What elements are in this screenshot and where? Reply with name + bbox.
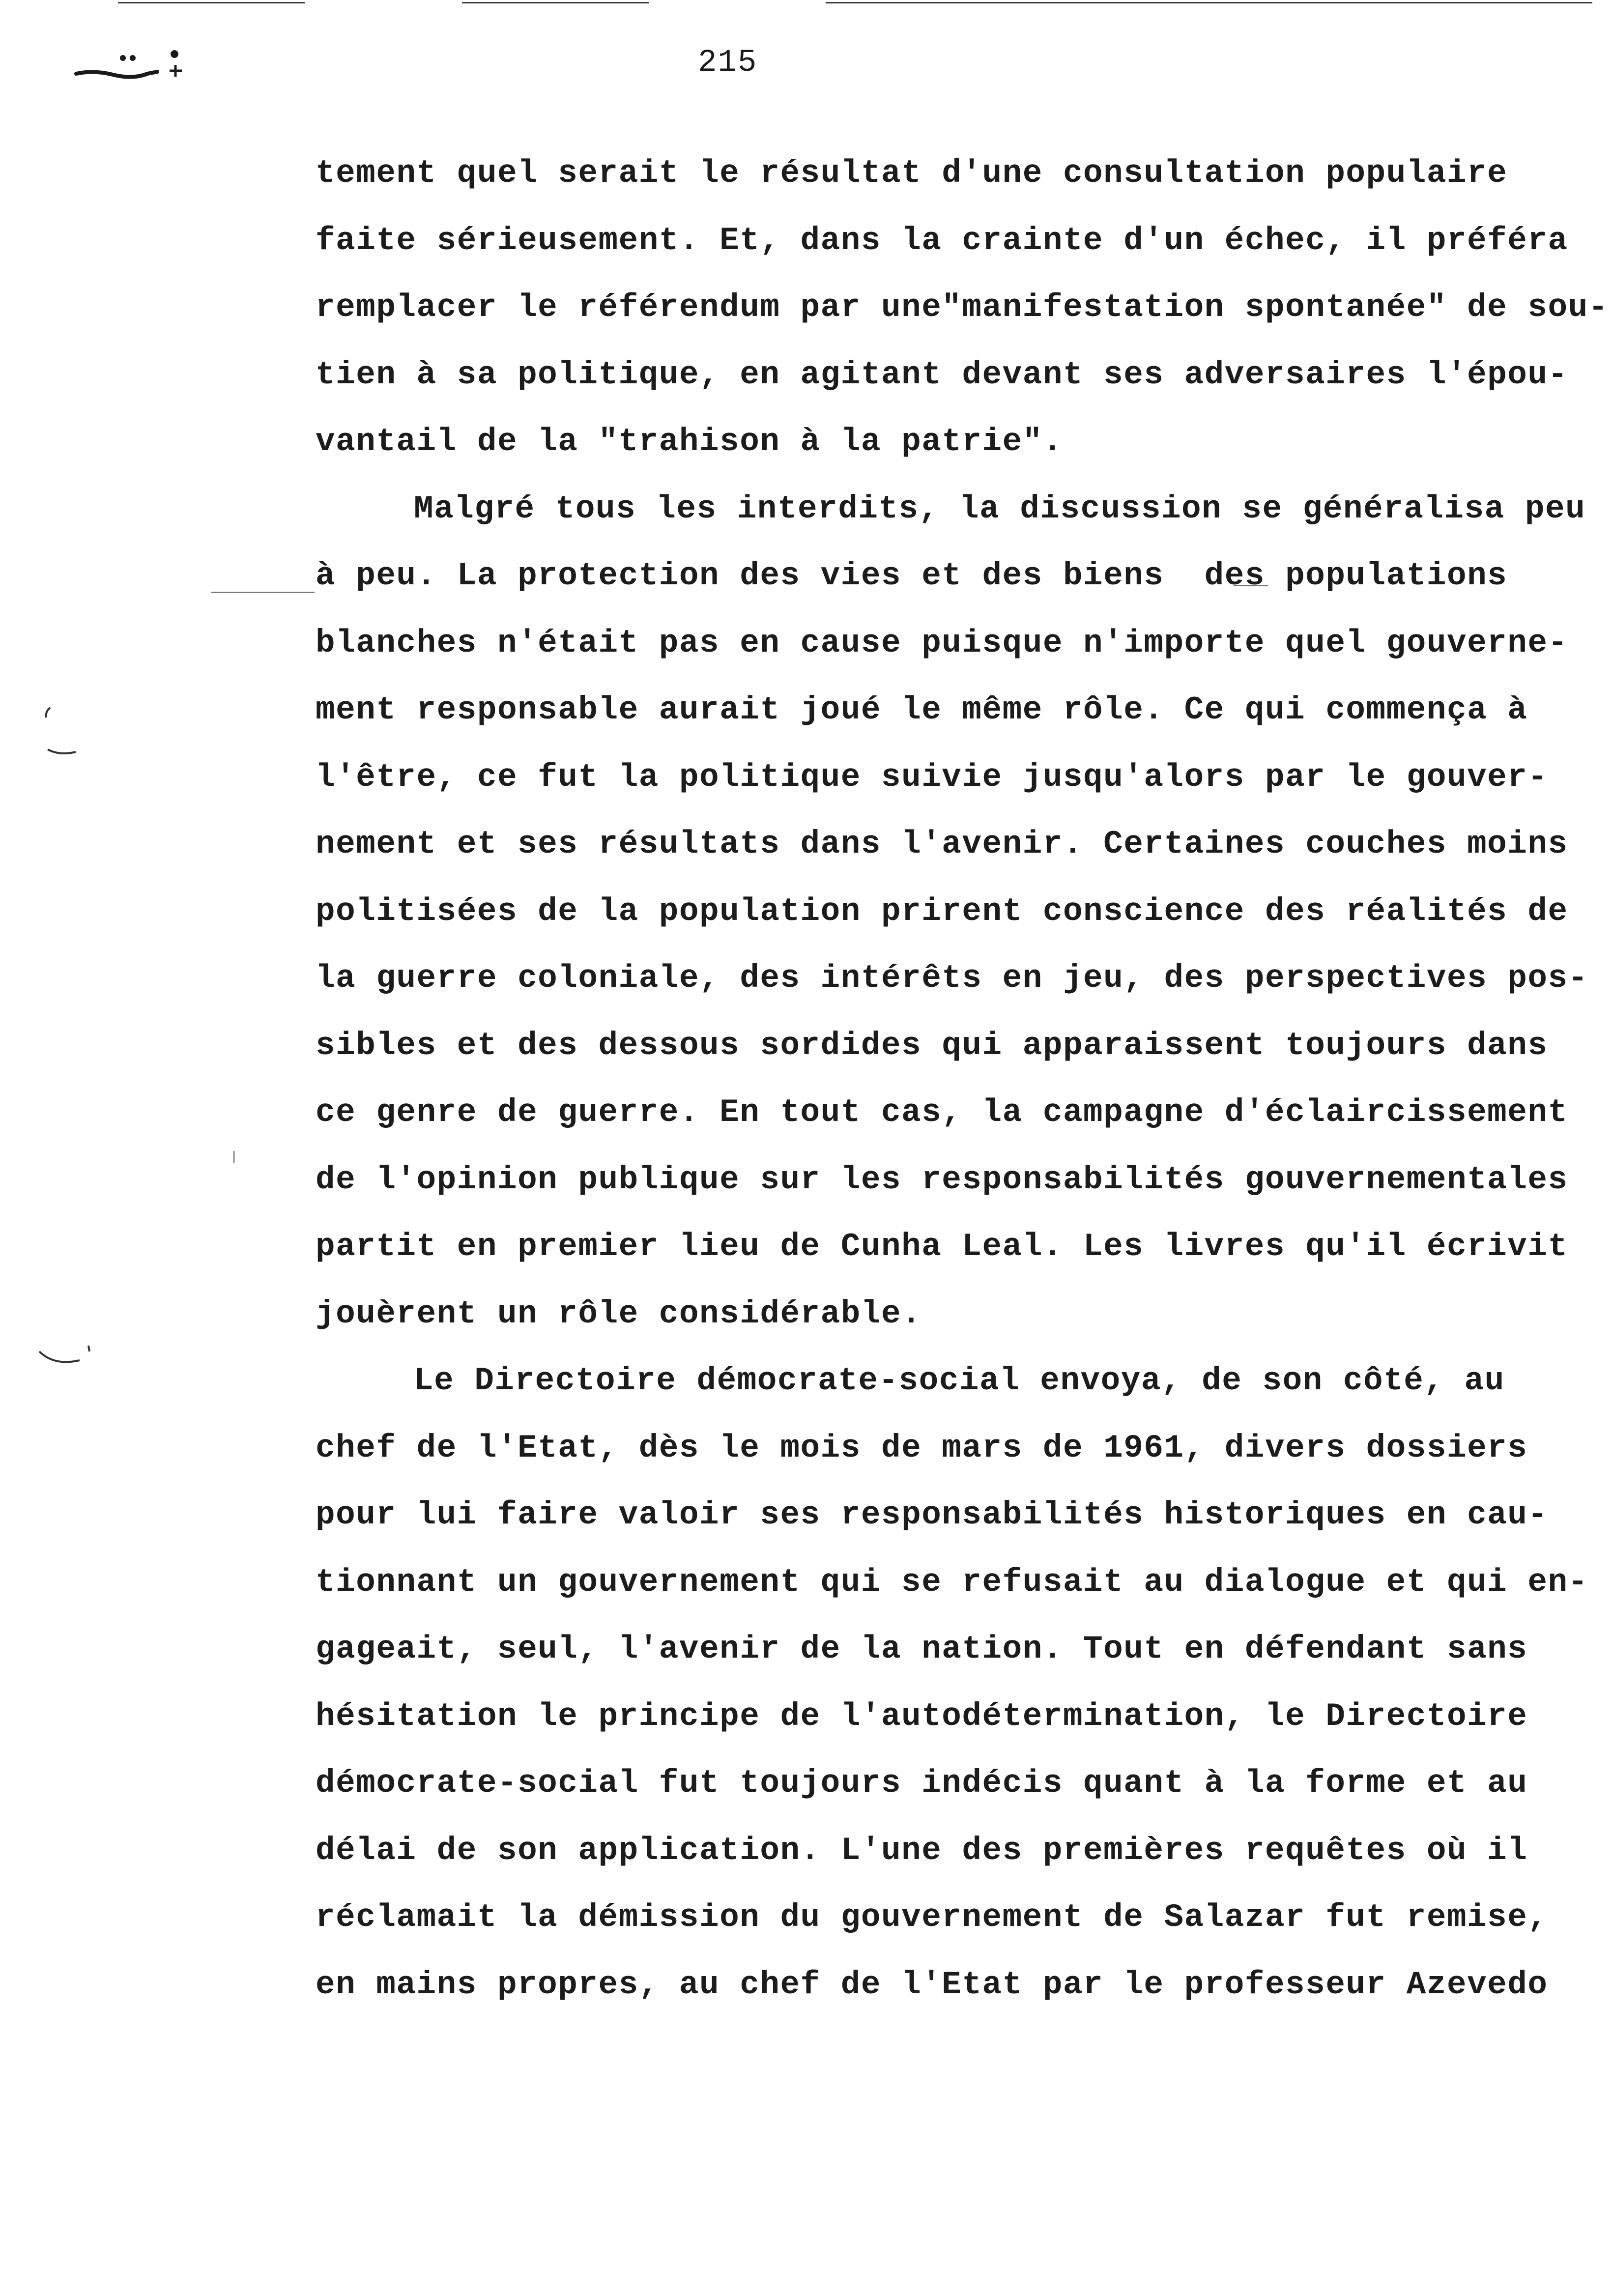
margin-bracket-mark — [40, 703, 80, 762]
top-edge-rule — [462, 2, 649, 3]
margin-bracket-mark — [34, 1337, 93, 1376]
margin-dash-mark — [211, 592, 315, 593]
corner-ink-mark — [74, 49, 187, 84]
text-line: l'être, ce fut la politique suivie jusqu'alors par le gouver- — [316, 758, 1548, 796]
top-edge-rule — [826, 2, 1592, 3]
text-line: tionnant un gouvernement qui se refusait au dialogue et qui en- — [316, 1563, 1588, 1601]
text-line: blanches n'était pas en cause puisque n'importe quel gouverne- — [316, 624, 1568, 661]
text-line: ment responsable aurait joué le même rôle. Ce qui commença à — [316, 691, 1528, 728]
paragraph-start-line: Le Directoire démocrate-social envoya, de son côté, au — [414, 1362, 1505, 1399]
text-line: sibles et des dessous sordides qui apparaissent toujours dans — [316, 1027, 1548, 1064]
text-line: chef de l'Etat, dès le mois de mars de 1961, divers dossiers — [316, 1429, 1528, 1466]
text-line: hésitation le principe de l'autodétermination, le Directoire — [316, 1697, 1528, 1735]
top-edge-rule — [118, 2, 305, 3]
margin-tick-mark — [231, 1150, 237, 1165]
text-line: tement quel serait le résultat d'une consultation populaire — [316, 155, 1508, 192]
text-line: délai de son application. L'une des premières requêtes où il — [316, 1832, 1528, 1869]
text-line: démocrate-social fut toujours indécis quant à la forme et au — [316, 1765, 1528, 1802]
text-line: pour lui faire valoir ses responsabilités historiques en cau- — [316, 1496, 1548, 1533]
text-line: réclamait la démission du gouvernement de Salazar fut remise, — [316, 1899, 1548, 1936]
text-line: tien à sa politique, en agitant devant ses adversaires l'épou- — [316, 356, 1568, 393]
page-number: 215 — [698, 45, 758, 81]
text-line: en mains propres, au chef de l'Etat par le professeur Azevedo — [316, 1966, 1548, 2003]
text-line: la guerre coloniale, des intérêts en jeu, des perspectives pos- — [316, 960, 1588, 997]
text-line: de l'opinion publique sur les responsabilités gouvernementales — [316, 1161, 1568, 1198]
text-line: faite sérieusement. Et, dans la crainte d'un échec, il préféra — [316, 222, 1568, 259]
text-line: à peu. La protection des vies et des biens des populations — [316, 557, 1508, 594]
paragraph-start-line: Malgré tous les interdits, la discussion se généralisa peu — [414, 490, 1586, 527]
text-line: jouèrent un rôle considérable. — [316, 1295, 922, 1332]
text-line: partit en premier lieu de Cunha Leal. Les livres qu'il écrivit — [316, 1228, 1568, 1265]
text-line: ce genre de guerre. En tout cas, la campagne d'éclaircissement — [316, 1094, 1568, 1131]
text-line: vantail de la "trahison à la patrie". — [316, 423, 1063, 460]
text-line: gageait, seul, l'avenir de la nation. Tout en défendant sans — [316, 1631, 1528, 1667]
text-line: nement et ses résultats dans l'avenir. Certaines couches moins — [316, 826, 1568, 862]
text-line: remplacer le référendum par une"manifestation spontanée" de sou- — [316, 289, 1609, 326]
body-text — [316, 140, 1612, 2018]
text-line: politisées de la population prirent conscience des réalités de — [316, 892, 1568, 930]
